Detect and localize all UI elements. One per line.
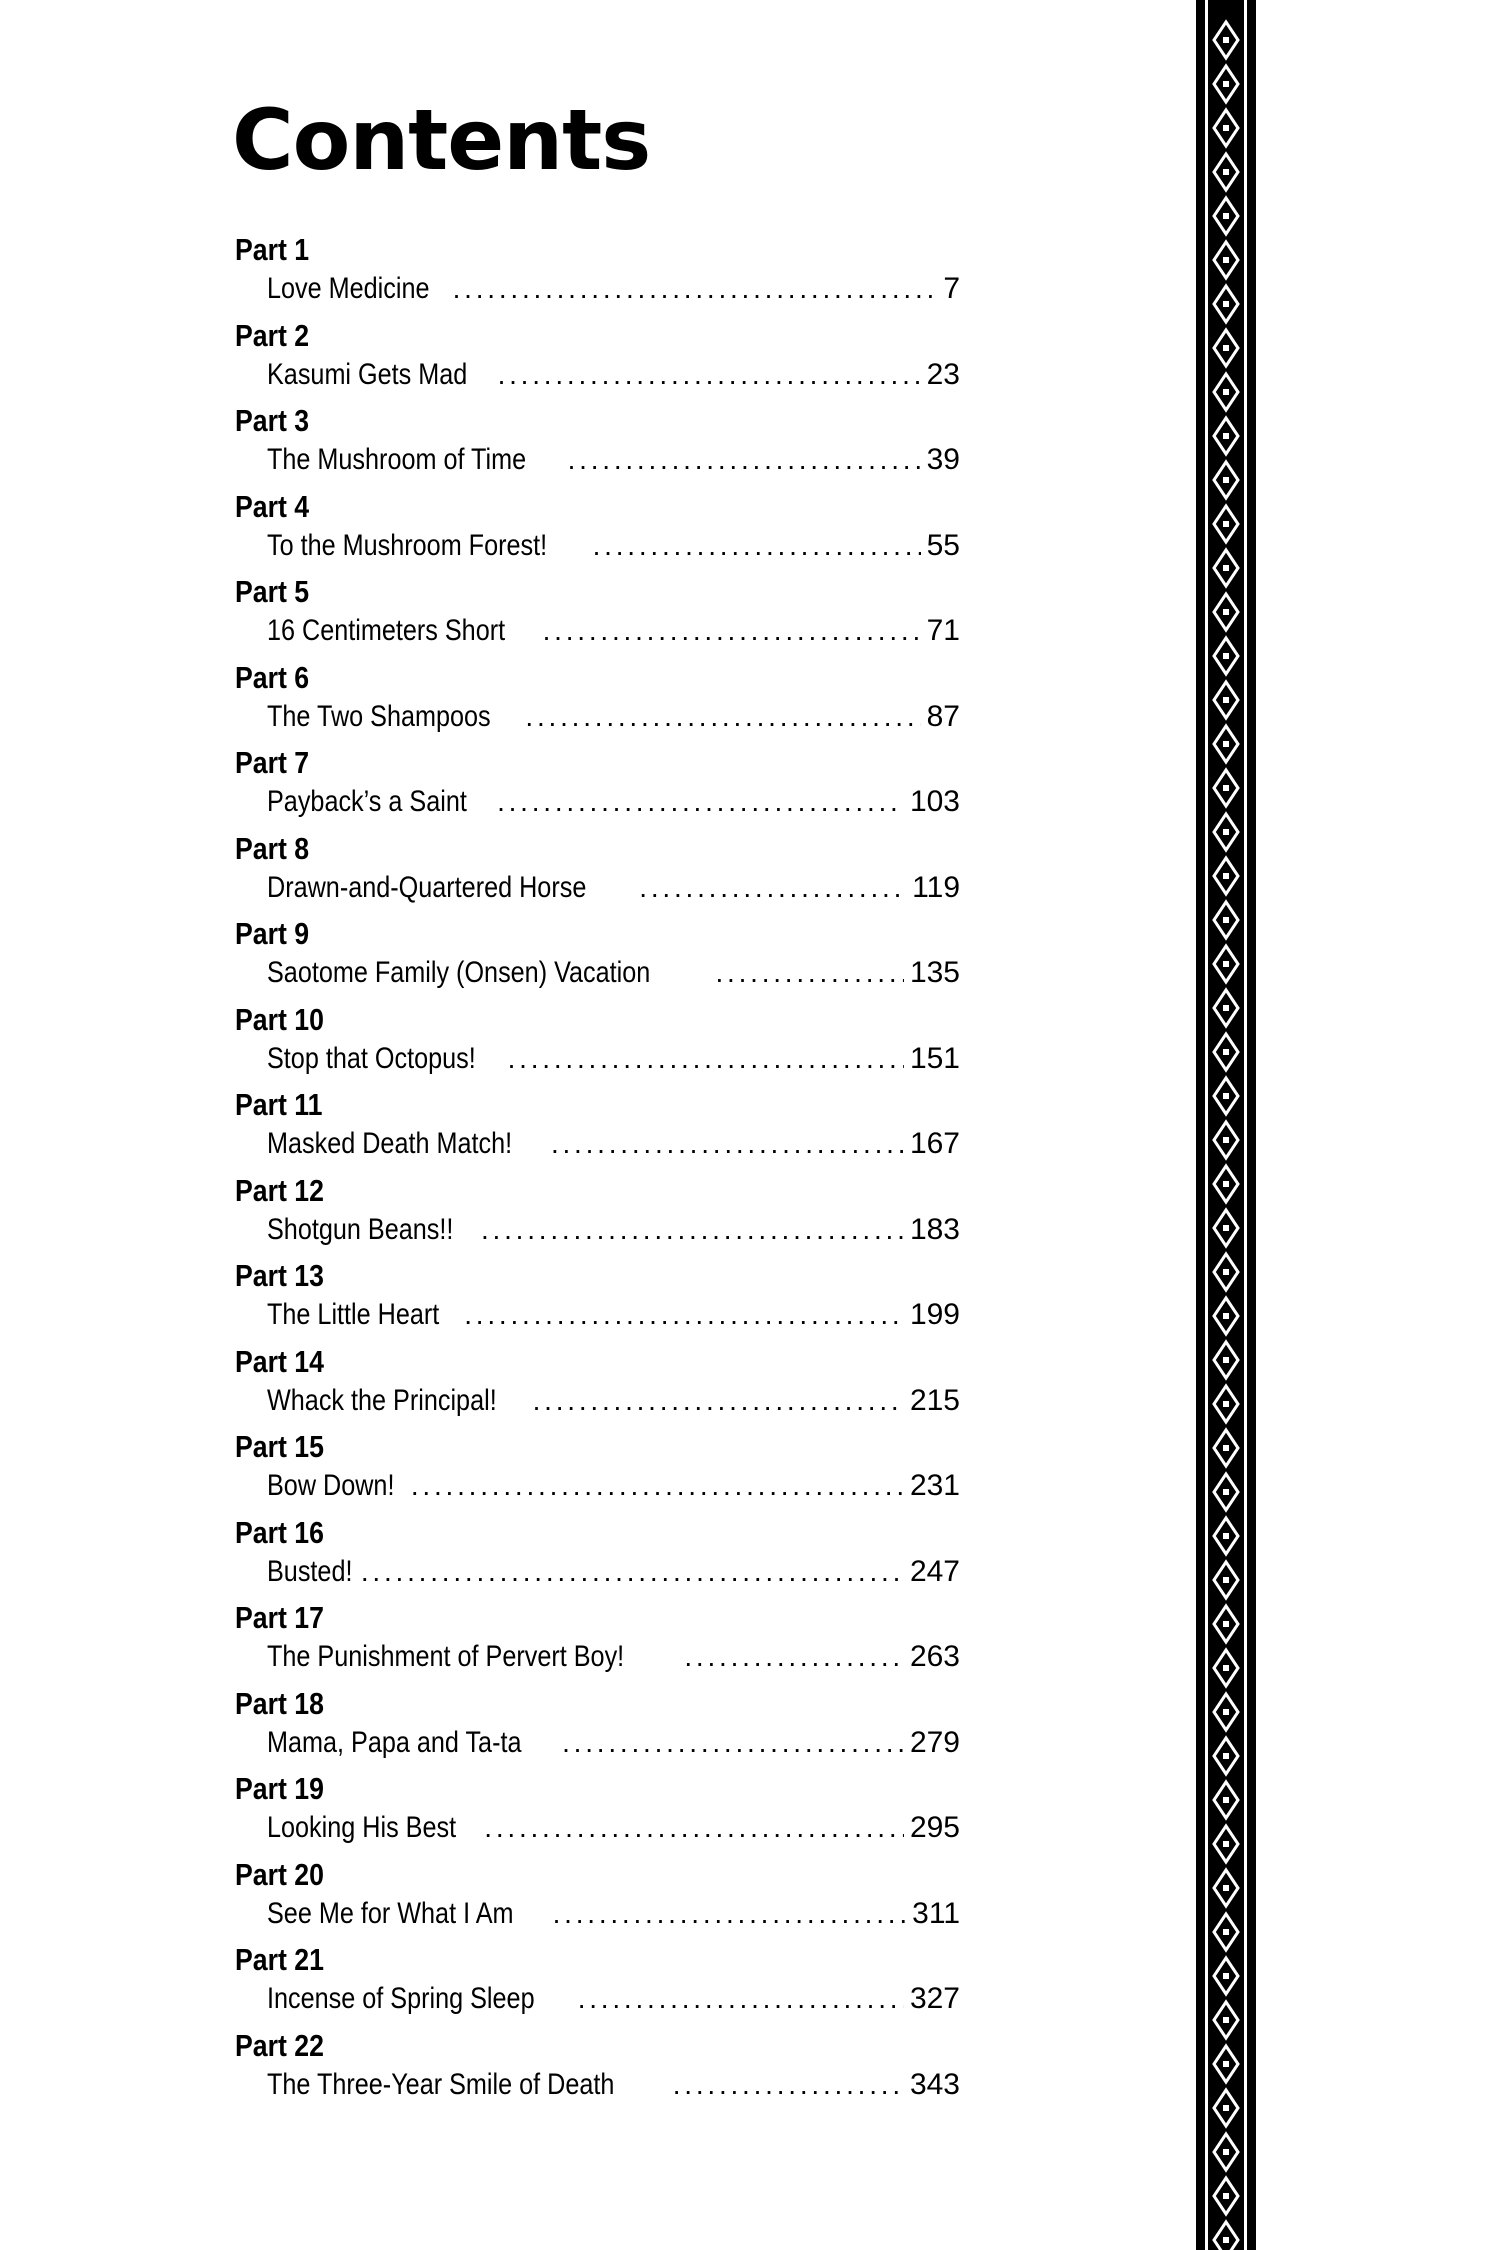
page-number: 295 [909, 1811, 960, 1844]
page-number: 167 [909, 1127, 960, 1160]
page-number: 71 [926, 614, 960, 647]
chapter-title: The Two Shampoos [267, 699, 491, 733]
page-number: 279 [909, 1725, 960, 1759]
toc-entry [235, 1771, 960, 1857]
dot-leader [497, 788, 904, 816]
chapter-title: Kasumi Gets Mad [267, 357, 468, 391]
chapter-title: Incense of Spring Sleep [267, 1982, 535, 2015]
chapter-title: Payback’s a Saint [267, 785, 467, 818]
page-number: 119 [912, 870, 960, 904]
dot-leader [684, 1643, 904, 1671]
page-number: 87 [926, 699, 960, 733]
chapter-row [267, 1725, 960, 1759]
ornamental-border-icon [1196, 0, 1256, 2250]
part-label: Part 4 [235, 488, 310, 524]
part-label: Part 18 [235, 1685, 324, 1721]
toc-entry [235, 745, 960, 831]
toc-entry [235, 1173, 960, 1259]
dot-leader [361, 1558, 904, 1586]
chapter-title: Shotgun Beans!! [267, 1212, 454, 1246]
page-number: 39 [926, 443, 960, 476]
dot-leader [533, 1387, 904, 1415]
dot-leader [553, 1900, 907, 1928]
part-label: Part 17 [235, 1600, 324, 1635]
part-label: Part 6 [235, 659, 310, 695]
chapter-title: The Mushroom of Time [267, 443, 527, 476]
chapter-row [267, 357, 960, 391]
part-label: Part 13 [235, 1258, 324, 1293]
part-label: Part 8 [235, 830, 310, 866]
chapter-row [267, 2067, 960, 2101]
dot-leader [411, 1472, 904, 1500]
chapter-row [267, 1041, 960, 1075]
toc-entry [235, 1857, 960, 1943]
chapter-title: 16 Centimeters Short [267, 614, 506, 647]
toc-entry [235, 1002, 960, 1088]
toc-entry [235, 660, 960, 746]
part-label: Part 22 [235, 2027, 324, 2063]
dot-leader [453, 275, 934, 303]
toc-entry [235, 1344, 960, 1430]
part-label: Part 5 [235, 574, 310, 609]
part-label: Part 20 [235, 1856, 324, 1892]
chapter-row [267, 1129, 960, 1159]
part-label: Part 2 [235, 317, 310, 353]
toc-entry [235, 831, 960, 917]
part-label: Part 19 [235, 1771, 324, 1806]
part-label: Part 15 [235, 1429, 324, 1464]
dot-leader [525, 703, 920, 731]
toc-entry [235, 1429, 960, 1515]
page-number: 247 [909, 1554, 960, 1588]
part-label: Part 14 [235, 1343, 324, 1379]
chapter-title: To the Mushroom Forest! [267, 528, 548, 562]
chapter-row [267, 616, 960, 646]
chapter-row [267, 1471, 960, 1501]
page-number: 343 [909, 2067, 960, 2101]
toc-entry [235, 1942, 960, 2028]
page-number: 199 [909, 1298, 960, 1331]
chapter-title: Drawn-and-Quartered Horse [267, 870, 587, 904]
chapter-title: The Little Heart [267, 1298, 440, 1331]
chapter-title: Stop that Octopus! [267, 1041, 476, 1075]
page-number: 103 [909, 785, 960, 818]
dot-leader [562, 1729, 904, 1757]
dot-leader [673, 2071, 904, 2099]
chapter-row [267, 699, 960, 733]
dot-leader [543, 617, 921, 645]
page-number: 55 [926, 528, 960, 562]
chapter-title: See Me for What I Am [267, 1896, 514, 1930]
part-label: Part 7 [235, 745, 310, 780]
dot-leader [568, 446, 921, 474]
page-number: 183 [909, 1212, 960, 1246]
dot-leader [578, 1985, 904, 2013]
chapter-row [267, 958, 960, 988]
dot-leader [551, 1130, 904, 1158]
page-number: 327 [909, 1982, 960, 2015]
chapter-row [267, 1984, 960, 2014]
part-label: Part 3 [235, 403, 310, 438]
chapter-title: Masked Death Match! [267, 1127, 513, 1160]
chapter-row [267, 1813, 960, 1843]
dot-leader [464, 1301, 904, 1329]
chapter-title: The Three-Year Smile of Death [267, 2067, 615, 2101]
page-number: 7 [943, 272, 960, 305]
dot-leader [481, 1216, 904, 1244]
dot-leader [715, 959, 903, 987]
chapter-title: Bow Down! [267, 1469, 395, 1502]
page-number: 151 [909, 1041, 960, 1075]
dot-leader [508, 1045, 904, 1073]
page-number: 215 [909, 1383, 960, 1417]
chapter-title: Saotome Family (Onsen) Vacation [267, 956, 651, 989]
toc-entry [235, 403, 960, 489]
chapter-title: Mama, Papa and Ta-ta [267, 1725, 522, 1759]
toc-entry [235, 1515, 960, 1601]
chapter-row [267, 274, 960, 304]
part-label: Part 21 [235, 1942, 324, 1977]
chapter-row [267, 445, 960, 475]
page-number: 23 [926, 357, 960, 391]
part-label: Part 11 [235, 1087, 323, 1122]
chapter-row [267, 870, 960, 904]
chapter-row [267, 1383, 960, 1417]
dot-leader [484, 1814, 904, 1842]
page-number: 231 [909, 1469, 960, 1502]
toc-entry [235, 489, 960, 575]
page-title: Contents [232, 91, 651, 189]
page-number: 311 [912, 1896, 960, 1930]
part-label: Part 16 [235, 1514, 324, 1550]
toc-entry [235, 1600, 960, 1686]
chapter-title: The Punishment of Pervert Boy! [267, 1640, 625, 1673]
part-label: Part 9 [235, 916, 310, 951]
page-number: 263 [909, 1640, 960, 1673]
toc-entry [235, 2028, 960, 2114]
chapter-title: Busted! [267, 1554, 353, 1588]
chapter-row [267, 1212, 960, 1246]
chapter-row [267, 1642, 960, 1672]
chapter-title: Looking His Best [267, 1811, 457, 1844]
toc-entry [235, 318, 960, 404]
part-label: Part 12 [235, 1172, 324, 1208]
chapter-row [267, 528, 960, 562]
toc-entry [235, 574, 960, 660]
chapter-row [267, 1896, 960, 1930]
dot-leader [593, 532, 921, 560]
part-label: Part 10 [235, 1001, 324, 1037]
toc-entry [235, 232, 960, 318]
chapter-title: Love Medicine [267, 272, 430, 305]
chapter-title: Whack the Principal! [267, 1383, 497, 1417]
chapter-row [267, 1554, 960, 1588]
chapter-row [267, 787, 960, 817]
dot-leader [639, 874, 906, 902]
toc-entry [235, 1686, 960, 1772]
toc-entry [235, 1258, 960, 1344]
toc-entry [235, 1087, 960, 1173]
part-label: Part 1 [235, 232, 310, 267]
page-number: 135 [909, 956, 960, 989]
table-of-contents [235, 232, 960, 2113]
chapter-row [267, 1300, 960, 1330]
dot-leader [498, 361, 921, 389]
toc-entry [235, 916, 960, 1002]
